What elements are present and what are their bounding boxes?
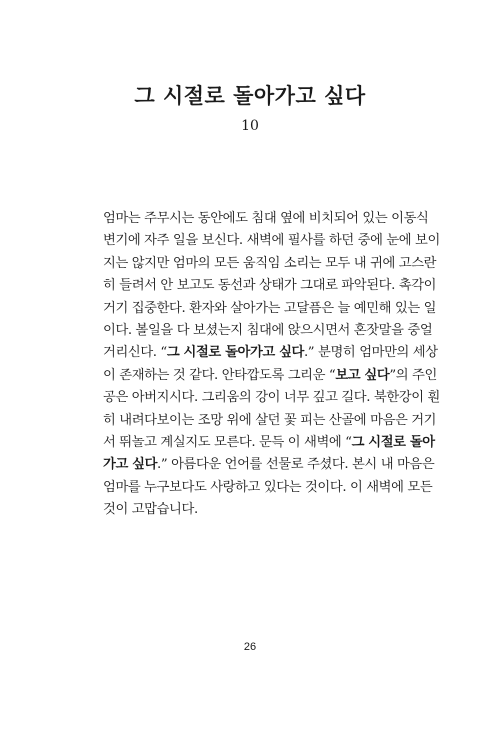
bold-quote: 보고 싶다 <box>335 367 390 383</box>
text-run: 지는 않지만 엄마의 모든 움직임 소리는 모두 내 귀에 고스란 <box>103 255 437 271</box>
text-line <box>103 230 440 252</box>
bold-quote: 그 시절로 돌아 <box>351 434 435 450</box>
chapter-number: 10 <box>241 118 259 134</box>
text-run: ”의 주인 <box>389 367 437 383</box>
text-line <box>103 432 435 454</box>
text-line <box>103 499 401 521</box>
text-line <box>103 208 429 230</box>
text-run: 것이 고맙습니다. <box>103 502 198 518</box>
page-number: 26 <box>243 641 257 653</box>
text-line <box>103 253 437 275</box>
page-title: 그 시절로 돌아가고 싶다 <box>134 83 366 108</box>
text-line <box>103 410 437 432</box>
text-run: 공은 아버지시다. 그리움의 강이 너무 깊고 길다. 북한강이 훤 <box>103 390 440 406</box>
text-run: 히 내려다보이는 조망 위에 살던 꽃 피는 산골에 마음은 거기 <box>103 412 437 428</box>
text-line <box>103 365 437 387</box>
text-run: 이 존재하는 것 같다. 안타깝도록 그리운 “ <box>103 367 336 383</box>
text-line <box>103 298 437 320</box>
text-run: 거기 집중한다. 환자와 살아가는 고달픔은 늘 예민해 있는 일 <box>103 300 437 316</box>
body-paragraph <box>103 208 440 521</box>
text-line <box>103 477 433 499</box>
text-run: 이다. 볼일을 다 보셨는지 침대에 앉으시면서 혼잣말을 중얼 <box>103 322 433 338</box>
text-run: .” 분명히 엄마만의 세상 <box>303 345 438 361</box>
text-run: 서 뛰놀고 계실지도 모른다. 문득 이 새벽에 “ <box>103 434 352 450</box>
text-run: 거리신다. “ <box>103 345 167 361</box>
bold-quote: 그 시절로 돌아가고 싶다 <box>166 345 304 361</box>
text-line <box>103 342 438 364</box>
text-line <box>103 454 435 476</box>
text-line <box>103 275 437 297</box>
text-line <box>103 320 433 342</box>
text-run: 엄마를 누구보다도 사랑하고 있다는 것이다. 이 새벽에 모든 <box>103 479 433 495</box>
text-run: 히 들려서 안 보고도 동선과 상태가 그대로 파악된다. 촉각이 <box>103 278 437 294</box>
bold-quote: 가고 싶다 <box>103 457 158 473</box>
text-run: .” 아름다운 언어를 선물로 주셨다. 본시 내 마음은 <box>157 457 435 473</box>
text-run: 엄마는 주무시는 동안에도 침대 옆에 비치되어 있는 이동식 <box>103 211 429 226</box>
text-run: 변기에 자주 일을 보신다. 새벽에 필사를 하던 중에 눈에 보이 <box>103 233 440 249</box>
text-line <box>103 387 440 409</box>
